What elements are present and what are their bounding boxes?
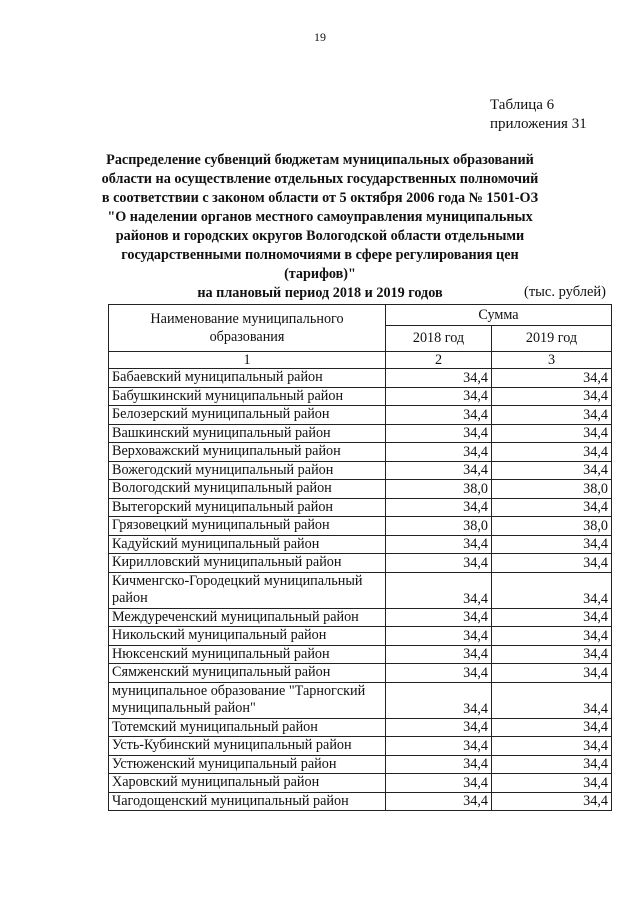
municipality-name: Кирилловский муниципальный район <box>109 554 386 573</box>
title-line: области на осуществление отдельных государственных полномочий <box>101 171 539 187</box>
table-row <box>109 682 612 718</box>
amount-2019: 34,4 <box>492 718 612 737</box>
amount-2019: 34,4 <box>492 461 612 480</box>
amount-2018: 38,0 <box>386 517 492 536</box>
header-name-column: Наименование муниципального образования <box>109 305 386 352</box>
amount-2019: 38,0 <box>492 480 612 499</box>
amount-2018: 34,4 <box>386 608 492 627</box>
amount-2019: 34,4 <box>492 572 612 608</box>
amount-2018: 34,4 <box>386 682 492 718</box>
amount-2019: 34,4 <box>492 369 612 388</box>
municipality-name: Вологодский муниципальный район <box>109 480 386 499</box>
table-row <box>109 572 612 608</box>
amount-2019: 34,4 <box>492 755 612 774</box>
amount-2018: 34,4 <box>386 443 492 462</box>
amount-2019: 34,4 <box>492 535 612 554</box>
table-row <box>109 387 612 406</box>
municipality-name: Чагодощенский муниципальный район <box>109 792 386 811</box>
municipality-name: Сямженский муниципальный район <box>109 664 386 683</box>
header-sum: Сумма <box>386 305 612 326</box>
column-number: 1 <box>109 352 386 369</box>
title-line: на плановый период 2018 и 2019 годов <box>197 285 443 301</box>
title-line: в соответствии с законом области от 5 октября 2006 года № 1501-ОЗ <box>101 190 539 206</box>
amount-2018: 34,4 <box>386 535 492 554</box>
table-row <box>109 792 612 811</box>
amount-2018: 34,4 <box>386 755 492 774</box>
municipality-name: Вытегорский муниципальный район <box>109 498 386 517</box>
amount-2018: 34,4 <box>386 664 492 683</box>
municipality-name: Вожегодский муниципальный район <box>109 461 386 480</box>
column-number: 2 <box>386 352 492 369</box>
amount-2019: 34,4 <box>492 498 612 517</box>
table-label-appendix: приложения 31 <box>490 116 587 132</box>
amount-2019: 38,0 <box>492 517 612 536</box>
amount-2018: 34,4 <box>386 645 492 664</box>
municipality-name: Никольский муниципальный район <box>109 627 386 646</box>
table-label-number: Таблица 6 <box>490 97 555 113</box>
title-line: "О наделении органов местного самоуправления муниципальных <box>107 209 533 225</box>
municipality-name: Вашкинский муниципальный район <box>109 424 386 443</box>
amount-2019: 34,4 <box>492 737 612 756</box>
amount-2019: 34,4 <box>492 443 612 462</box>
amount-2018: 34,4 <box>386 718 492 737</box>
amount-2019: 34,4 <box>492 664 612 683</box>
table-row <box>109 554 612 573</box>
amount-2019: 34,4 <box>492 774 612 793</box>
amount-2019: 34,4 <box>492 627 612 646</box>
municipality-name: Кичменгско-Городецкий муниципальный район <box>109 572 386 608</box>
table-row <box>109 498 612 517</box>
municipality-name: Устюженский муниципальный район <box>109 755 386 774</box>
amount-2019: 34,4 <box>492 554 612 573</box>
amount-2018: 34,4 <box>386 572 492 608</box>
amount-2018: 34,4 <box>386 627 492 646</box>
amount-2018: 34,4 <box>386 792 492 811</box>
amount-2018: 34,4 <box>386 554 492 573</box>
table-row <box>109 608 612 627</box>
municipality-name: Тотемский муниципальный район <box>109 718 386 737</box>
table-row <box>109 424 612 443</box>
table-row <box>109 718 612 737</box>
amount-2018: 34,4 <box>386 424 492 443</box>
table-row <box>109 774 612 793</box>
table-row <box>109 517 612 536</box>
municipality-name: Грязовецкий муниципальный район <box>109 517 386 536</box>
page-number: 19 <box>314 30 326 44</box>
municipality-name: Верховажский муниципальный район <box>109 443 386 462</box>
amount-2019: 34,4 <box>492 608 612 627</box>
table-row <box>109 627 612 646</box>
document-title <box>100 151 540 303</box>
amount-2018: 34,4 <box>386 498 492 517</box>
amount-2019: 34,4 <box>492 406 612 425</box>
title-line: государственными полномочиями в сфере регулирования цен (тарифов)" <box>121 247 519 282</box>
amount-2019: 34,4 <box>492 387 612 406</box>
title-line: Распределение субвенций бюджетам муниципальных образований <box>106 152 534 168</box>
header-year-2018: 2018 год <box>386 326 492 352</box>
table-row <box>109 535 612 554</box>
amount-2018: 34,4 <box>386 369 492 388</box>
table-row <box>109 480 612 499</box>
amount-2018: 34,4 <box>386 387 492 406</box>
municipality-name: Усть-Кубинский муниципальный район <box>109 737 386 756</box>
header-year-2019: 2019 год <box>492 326 612 352</box>
municipality-name: Харовский муниципальный район <box>109 774 386 793</box>
amount-2019: 34,4 <box>492 792 612 811</box>
subvention-table <box>108 304 612 811</box>
table-row <box>109 406 612 425</box>
table-row <box>109 737 612 756</box>
amount-2018: 34,4 <box>386 406 492 425</box>
amount-2018: 34,4 <box>386 737 492 756</box>
municipality-name: Белозерский муниципальный район <box>109 406 386 425</box>
table-row <box>109 645 612 664</box>
column-number: 3 <box>492 352 612 369</box>
amount-2019: 34,4 <box>492 424 612 443</box>
amount-2019: 34,4 <box>492 645 612 664</box>
amount-2018: 34,4 <box>386 461 492 480</box>
table-row <box>109 755 612 774</box>
municipality-name: Нюксенский муниципальный район <box>109 645 386 664</box>
amount-2018: 34,4 <box>386 774 492 793</box>
table-row <box>109 443 612 462</box>
municipality-name: Бабаевский муниципальный район <box>109 369 386 388</box>
table-label <box>490 96 587 134</box>
table-row <box>109 664 612 683</box>
table-row <box>109 461 612 480</box>
units-label: (тыс. рублей) <box>524 284 606 300</box>
municipality-name: Междуреченский муниципальный район <box>109 608 386 627</box>
amount-2018: 38,0 <box>386 480 492 499</box>
municipality-name: Бабушкинский муниципальный район <box>109 387 386 406</box>
title-line: районов и городских округов Вологодской области отдельными <box>115 228 525 244</box>
amount-2019: 34,4 <box>492 682 612 718</box>
municipality-name: муниципальное образование "Тарногский муниципальный район" <box>109 682 386 718</box>
municipality-name: Кадуйский муниципальный район <box>109 535 386 554</box>
table-row <box>109 369 612 388</box>
